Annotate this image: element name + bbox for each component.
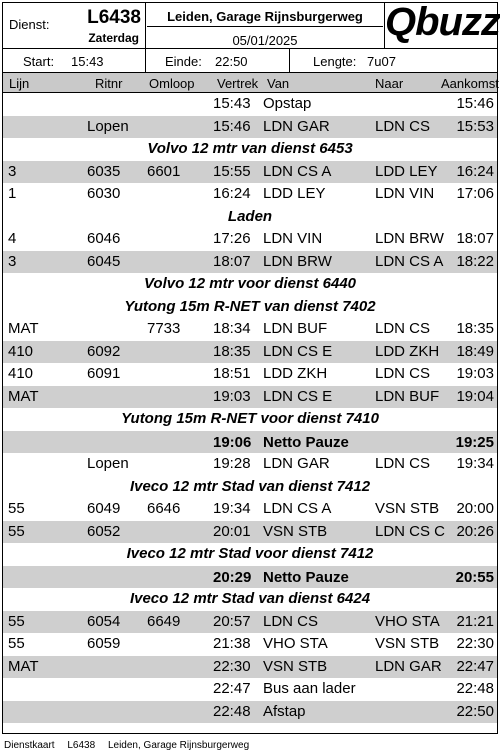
trip-number: 6052 xyxy=(87,522,121,540)
pause-label: Netto Pauze xyxy=(263,433,349,451)
line-number: 55 xyxy=(8,612,25,630)
schedule-rows xyxy=(3,93,497,723)
trip-number: 6054 xyxy=(87,612,121,630)
trip-row xyxy=(3,678,497,701)
dienst-number: L6438 xyxy=(87,7,141,28)
footer-label: Dienstkaart xyxy=(4,740,55,751)
block-number: 6601 xyxy=(147,162,181,180)
trip-row xyxy=(3,611,497,634)
arrival-time: 19:25 xyxy=(455,433,494,451)
departure-time: 18:35 xyxy=(213,342,251,360)
from-stop: LDD ZKH xyxy=(263,365,328,382)
arrival-time: 17:06 xyxy=(456,185,494,202)
arrival-time: 16:24 xyxy=(456,162,494,180)
to-stop: LDN VIN xyxy=(375,185,435,202)
col-lijn: Lijn xyxy=(9,76,30,91)
service-date: 05/01/2025 xyxy=(232,33,298,48)
footer xyxy=(4,740,259,751)
section-title: Iveco 12 mtr Stad van dienst 7412 xyxy=(129,477,371,495)
departure-time: 21:38 xyxy=(213,635,251,652)
trip-row xyxy=(3,183,497,206)
arrival-time: 20:26 xyxy=(456,522,494,540)
footer-dienst: L6438 xyxy=(67,740,96,751)
departure-time: 18:07 xyxy=(213,252,251,270)
dienst-label: Dienst: xyxy=(9,17,50,32)
to-stop: LDD LEY xyxy=(375,162,438,180)
trip-number: 6030 xyxy=(87,185,121,202)
header-midline xyxy=(147,26,383,27)
line-number: MAT xyxy=(8,320,39,337)
line-number: 4 xyxy=(8,230,17,247)
trip-number: Lopen xyxy=(87,117,129,135)
section-header xyxy=(3,206,497,229)
from-stop: LDN CS A xyxy=(263,500,332,517)
end-label: Einde: xyxy=(165,54,202,69)
trip-row xyxy=(3,116,497,139)
departure-time: 19:28 xyxy=(213,455,251,472)
arrival-time: 19:03 xyxy=(456,365,494,382)
arrival-time: 22:50 xyxy=(456,702,494,720)
arrival-time: 19:04 xyxy=(456,387,494,405)
from-stop: Opstap xyxy=(263,95,312,112)
line-number: 1 xyxy=(8,185,17,202)
to-stop: LDN GAR xyxy=(375,657,442,675)
departure-time: 19:06 xyxy=(213,433,252,451)
length-label: Lengte: xyxy=(313,54,357,69)
departure-time: 16:24 xyxy=(213,185,251,202)
pause-label: Netto Pauze xyxy=(263,568,349,586)
arrival-time: 20:55 xyxy=(455,568,494,586)
line-number: 410 xyxy=(8,365,34,382)
section-header xyxy=(3,138,497,161)
arrival-time: 18:35 xyxy=(456,320,494,337)
trip-row xyxy=(3,498,497,521)
arrival-time: 18:49 xyxy=(456,342,494,360)
line-number: MAT xyxy=(8,657,39,675)
departure-time: 22:30 xyxy=(213,657,251,675)
departure-time: 20:29 xyxy=(213,568,252,586)
section-header xyxy=(3,543,497,566)
departure-time: 15:55 xyxy=(213,162,251,180)
trip-row xyxy=(3,228,497,251)
start-label: Start: xyxy=(23,54,55,69)
line-number: 410 xyxy=(8,342,34,360)
trip-row xyxy=(3,93,497,116)
trip-row xyxy=(3,656,497,679)
arrival-time: 21:21 xyxy=(456,612,494,630)
line-number: 55 xyxy=(8,500,25,517)
arrival-time: 18:22 xyxy=(456,252,494,270)
trip-row xyxy=(3,521,497,544)
departure-time: 22:48 xyxy=(213,702,251,720)
to-stop: VHO STA xyxy=(375,612,440,630)
departure-time: 18:34 xyxy=(213,320,251,337)
departure-time: 15:46 xyxy=(213,117,251,135)
qbuzz-logo: Qbuzz xyxy=(385,0,500,44)
arrival-time: 22:48 xyxy=(456,680,494,697)
section-title: Volvo 12 mtr van dienst 6453 xyxy=(147,140,353,157)
trip-row xyxy=(3,341,497,364)
trip-row xyxy=(3,251,497,274)
trip-row xyxy=(3,633,497,656)
section-header xyxy=(3,273,497,296)
trip-number: 6046 xyxy=(87,230,121,247)
trip-number: 6045 xyxy=(87,252,121,270)
line-number: 55 xyxy=(8,635,25,652)
to-stop: LDN CS xyxy=(375,455,431,472)
trip-number: 6092 xyxy=(87,342,121,360)
day-of-week: Zaterdag xyxy=(88,31,139,45)
section-title: Yutong 15m R-NET van dienst 7402 xyxy=(124,297,376,315)
section-header xyxy=(3,588,497,611)
footer-garage: Leiden, Garage Rijnsburgerweg xyxy=(107,740,250,751)
from-stop: LDN GAR xyxy=(263,117,330,135)
block-number: 7733 xyxy=(147,320,181,337)
col-omloop: Omloop xyxy=(149,76,195,91)
block-number: 6646 xyxy=(147,500,181,517)
arrival-time: 19:34 xyxy=(456,455,494,472)
to-stop: LDN BUF xyxy=(375,387,440,405)
trip-number: Lopen xyxy=(87,455,129,472)
from-stop: LDN GAR xyxy=(263,455,330,472)
arrival-time: 18:07 xyxy=(456,230,494,247)
trip-row xyxy=(3,318,497,341)
header-divider xyxy=(145,49,146,73)
departure-time: 22:47 xyxy=(213,680,251,697)
arrival-time: 15:46 xyxy=(456,95,494,112)
trip-number: 6049 xyxy=(87,500,121,517)
to-stop: LDN BRW xyxy=(375,230,444,247)
from-stop: LDN CS E xyxy=(263,342,333,360)
trip-number: 6091 xyxy=(87,365,121,382)
section-title: Volvo 12 mtr voor dienst 6440 xyxy=(143,275,357,292)
end-time: 22:50 xyxy=(215,54,248,69)
arrival-time: 15:53 xyxy=(456,117,494,135)
line-number: 55 xyxy=(8,522,25,540)
header-divider xyxy=(289,49,290,73)
column-header-row xyxy=(3,73,497,93)
departure-time: 19:03 xyxy=(213,387,251,405)
trip-row xyxy=(3,453,497,476)
col-van: Van xyxy=(267,76,290,91)
trip-number: 6059 xyxy=(87,635,121,652)
departure-time: 15:43 xyxy=(213,95,251,112)
section-header xyxy=(3,408,497,431)
section-header xyxy=(3,476,497,499)
pause-row xyxy=(3,566,497,589)
arrival-time: 22:30 xyxy=(456,635,494,652)
block-number: 6649 xyxy=(147,612,181,630)
section-header xyxy=(3,296,497,319)
arrival-time: 20:00 xyxy=(456,500,494,517)
col-aankomst: Aankomst xyxy=(441,76,499,91)
to-stop: VSN STB xyxy=(375,635,440,652)
line-number: 3 xyxy=(8,252,17,270)
trip-number: 6035 xyxy=(87,162,121,180)
section-title: Yutong 15m R-NET voor dienst 7410 xyxy=(121,410,379,427)
pause-row xyxy=(3,431,497,454)
to-stop: VSN STB xyxy=(375,500,440,517)
departure-time: 18:51 xyxy=(213,365,251,382)
departure-time: 20:57 xyxy=(213,612,251,630)
col-naar: Naar xyxy=(375,76,404,91)
departure-time: 17:26 xyxy=(213,230,251,247)
line-number: MAT xyxy=(8,387,39,405)
header-top xyxy=(3,0,500,49)
from-stop: LDN CS E xyxy=(263,387,333,405)
to-stop: LDN CS A xyxy=(375,252,444,270)
from-stop: VSN STB xyxy=(263,657,328,675)
section-title: Iveco 12 mtr Stad voor dienst 7412 xyxy=(126,545,374,562)
from-stop: VSN STB xyxy=(263,522,328,540)
garage-name: Leiden, Garage Rijnsburgerweg xyxy=(167,9,363,24)
from-stop: VHO STA xyxy=(263,635,328,652)
from-stop: LDD LEY xyxy=(263,185,326,202)
to-stop: LDN CS xyxy=(375,365,431,382)
trip-row xyxy=(3,363,497,386)
col-ritnr: Ritnr xyxy=(95,76,123,91)
length-value: 7u07 xyxy=(367,54,396,69)
from-stop: LDN VIN xyxy=(263,230,323,247)
section-title: Iveco 12 mtr Stad van dienst 6424 xyxy=(129,590,371,607)
line-number: 3 xyxy=(8,162,17,180)
departure-time: 20:01 xyxy=(213,522,251,540)
duty-card xyxy=(2,2,498,734)
from-stop: LDN CS xyxy=(263,612,319,630)
col-vertrek: Vertrek xyxy=(217,76,259,91)
from-stop: Bus aan lader xyxy=(263,680,356,697)
to-stop: LDD ZKH xyxy=(375,342,440,360)
trip-row xyxy=(3,161,497,184)
trip-row xyxy=(3,701,497,724)
start-time: 15:43 xyxy=(71,54,104,69)
from-stop: LDN BRW xyxy=(263,252,332,270)
to-stop: LDN CS C xyxy=(375,522,446,540)
from-stop: Afstap xyxy=(263,702,306,720)
to-stop: LDN CS xyxy=(375,117,431,135)
from-stop: LDN BUF xyxy=(263,320,328,337)
to-stop: LDN CS xyxy=(375,320,431,337)
section-title: Laden xyxy=(227,207,273,225)
departure-time: 19:34 xyxy=(213,500,251,517)
from-stop: LDN CS A xyxy=(263,162,332,180)
trip-row xyxy=(3,386,497,409)
header-divider xyxy=(145,3,146,49)
arrival-time: 22:47 xyxy=(456,657,494,675)
header-times xyxy=(3,49,497,73)
